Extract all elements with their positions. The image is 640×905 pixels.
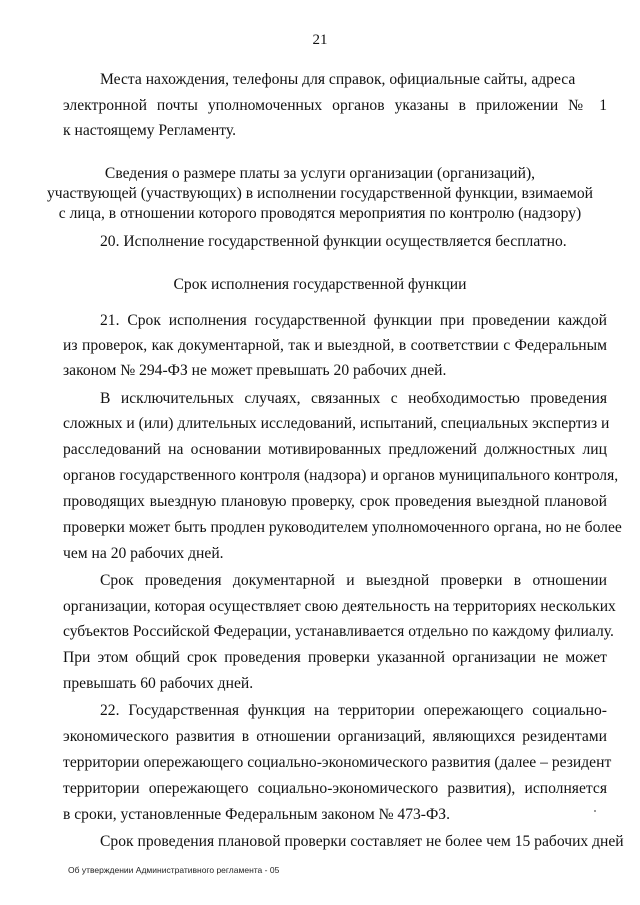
heading-fee-line-3: с лица, в отношении которого проводятся мероприятия по контролю (надзору): [58, 205, 582, 222]
p21c-line-1: Срок проведения документарной и выездной проверки в отношении: [100, 572, 607, 589]
p21b-line-7: чем на 20 рабочих дней.: [63, 545, 224, 562]
p21-line-1: 21. Срок исполнения государственной функции при проведении каждой: [100, 312, 607, 329]
heading-fee-line-1: Сведения о размере платы за услуги организации (организаций),: [104, 165, 536, 182]
footer-text: Об утверждении Административного регламента - 05: [68, 865, 280, 875]
p21c-line-2: организации, которая осуществляет свою деятельность на территориях нескольких: [63, 598, 616, 615]
p21-line-2: из проверок, как документарной, так и выездной, в соответствии с Федеральным: [63, 337, 607, 354]
p21b-line-1: В исключительных случаях, связанных с необходимостью проведения: [100, 390, 607, 407]
p21b-line-2: сложных и (или) длительных исследований, испытаний, специальных экспертиз и: [63, 415, 610, 432]
p22b-line-1: Срок проведения плановой проверки составляет не более чем 15 рабочих дней: [100, 833, 624, 850]
heading-term: Срок исполнения государственной функции: [173, 276, 467, 293]
p21b-line-3: расследований на основании мотивированных предложений должностных лиц: [63, 441, 607, 458]
p21-line-3: законом № 294-ФЗ не может превышать 20 рабочих дней.: [63, 362, 447, 379]
p21c-line-5: превышать 60 рабочих дней.: [63, 675, 254, 692]
p21c-line-4: При этом общий срок проведения проверки указанной организации не может: [63, 649, 607, 666]
p21b-line-5: проводящих выездную плановую проверку, срок проведения выездной плановой: [63, 493, 607, 510]
p21c-line-3: субъектов Российской Федерации, устанавливается отдельно по каждому филиалу.: [63, 623, 614, 640]
p22-line-5: в сроки, установленные Федеральным законом № 473-ФЗ.: [63, 806, 451, 823]
scan-speck: [594, 810, 596, 812]
p1-line-1-text: Места нахождения, телефоны для справок, официальные сайты, адреса: [100, 71, 576, 88]
p22-line-2: экономического развития в отношении организаций, являющихся резидентами: [63, 728, 607, 745]
p1-line-1: [100, 70, 607, 90]
p22-line-4: территории опережающего социально-экономического развития), исполняется: [63, 780, 607, 797]
p1-line-2: электронной почты уполномоченных органов указаны в приложении № 1: [63, 97, 607, 114]
p22-line-1: 22. Государственная функция на территории опережающего социально-: [100, 702, 607, 719]
p21b-line-4: органов государственного контроля (надзора) и органов муниципального контроля,: [63, 467, 619, 484]
page-number: 21: [312, 32, 328, 48]
p21b-line-6: проверки может быть продлен руководителем уполномоченного органа, но не более: [63, 519, 622, 536]
heading-fee-line-2: участвующей (участвующих) в исполнении государственной функции, взимаемой: [47, 185, 593, 202]
p20-text: 20. Исполнение государственной функции осуществляется бесплатно.: [100, 233, 567, 250]
p1-line-3: к настоящему Регламенту.: [63, 122, 237, 139]
p22-line-3: территории опережающего социально-экономического развития (далее – резидент: [63, 754, 612, 771]
